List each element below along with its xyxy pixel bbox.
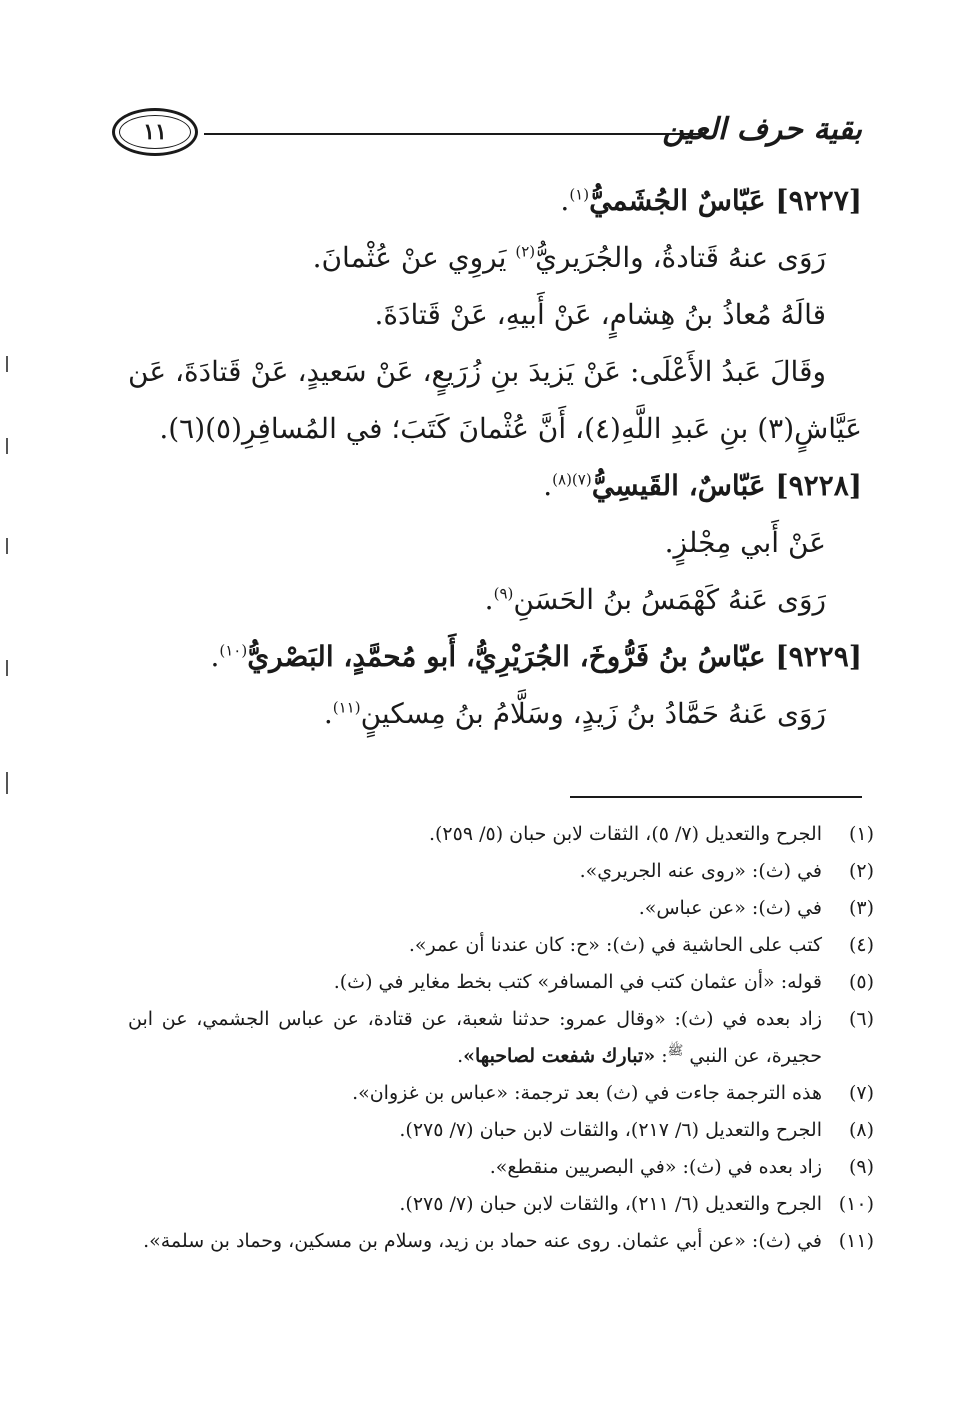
footnote-number: (٢) bbox=[848, 860, 874, 882]
page-number: ١١ bbox=[143, 119, 167, 145]
footnote-text: في (ث): «عن عباس». bbox=[638, 897, 822, 919]
entry-heading-9229: [٩٢٢٩] عبّاسُ بنُ فَرُّوخَ، الجُرَيْرِيُّ، أَبو مُحمَّدٍ، البَصْريُّ bbox=[247, 640, 862, 673]
footnote-ref: (٩) bbox=[493, 584, 514, 603]
footnote-number: (١) bbox=[848, 823, 874, 845]
footnote-ref: (١١) bbox=[332, 698, 361, 717]
text-line-3: قالَهُ مُعاذُ بنُ هِشامٍ، عَنْ أَبيهِ، عَنْ قَتادَةَ. bbox=[374, 298, 826, 331]
footnote-number: (٨) bbox=[848, 1119, 874, 1141]
footnote-ref: (٧)(٨) bbox=[552, 470, 592, 489]
main-text bbox=[128, 172, 862, 742]
page-number-badge bbox=[112, 108, 198, 156]
footnote-10 bbox=[128, 1186, 874, 1223]
text-line-9: [٩٢٢٩] عبّاسُ بنُ فَرُّوخَ، الجُرَيْرِيُّ، أَبو مُحمَّدٍ، البَصْريُّ$^{(١٠)}$. bbox=[210, 640, 862, 673]
footnote-3 bbox=[128, 890, 874, 927]
footnote-4 bbox=[128, 927, 874, 964]
text-line-7: عَنْ أَبي مِجْلزٍ. bbox=[664, 526, 826, 559]
footnote-text: كتب على الحاشية في (ث): «ح: كان عندنا أن عمر». bbox=[408, 934, 822, 956]
text-line-5: عَيَّاشٍ(٣) بنِ عَبدِ اللَّهِ(٤)، أَنَّ عُثْمانَ كَتَبَ؛ في المُسافِرِ(٥)(٦). bbox=[159, 412, 862, 445]
footnote-number: (٥) bbox=[848, 971, 874, 993]
header-rule bbox=[204, 133, 702, 135]
footnote-ref: (١٠) bbox=[219, 641, 248, 660]
text-line-8: رَوَى عَنهُ كَهْمَسُ بنُ الحَسَنِ$^{(٩)}$. bbox=[484, 583, 826, 616]
footnote-5 bbox=[128, 964, 874, 1001]
entry-heading-9227: [٩٢٢٧] عَبّاسٌ الجُشَميُّ bbox=[589, 184, 862, 217]
text-line-1: [٩٢٢٧] عَبّاسٌ الجُشَميُّ$^{(١)}$. bbox=[560, 184, 862, 217]
footnote-text: في (ث): «عن أبي عثمان. روى عنه حماد بن زيد، وسلام بن مسكين، وحماد بن سلمة». bbox=[143, 1230, 822, 1252]
footnote-number: (٦) bbox=[848, 1008, 874, 1030]
footnotes bbox=[128, 816, 874, 1260]
scan-edge-mark bbox=[6, 356, 8, 372]
scan-edge-mark bbox=[6, 538, 8, 554]
footnote-ref: (١) bbox=[569, 185, 590, 204]
footnote-text: زاد بعده في (ث): «في البصريين منقطع». bbox=[489, 1156, 822, 1178]
footnote-text: قوله: «أن عثمان كتب في المسافر» كتب بخط مغاير في (ث). bbox=[333, 971, 822, 993]
footnote-ref: (٢) bbox=[515, 242, 536, 261]
footnote-text: الجرح والتعديل (٦/ ٢١١)، والثقات لابن حبان (٧/ ٢٧٥). bbox=[399, 1193, 822, 1215]
footnote-number: (١١) bbox=[838, 1230, 874, 1252]
footnote-7 bbox=[128, 1075, 874, 1112]
scan-edge-mark bbox=[6, 772, 8, 794]
entry-heading-9228: [٩٢٢٨] عَبّاسٌ، القَيسِيُّ bbox=[591, 469, 862, 502]
text-line-2: رَوَى عنهُ قَتادةُ، والجُرَيريُّ$^{(٢)}$ يَروِي عنْ عُثْمانَ. bbox=[312, 241, 826, 274]
footnote-divider bbox=[570, 796, 862, 798]
footnote-2 bbox=[128, 853, 874, 890]
footnote-8 bbox=[128, 1112, 874, 1149]
footnote-text: زاد بعده في (ث): «وقال عمرو: حدثنا شعبة، عن قتادة، عن عباس الجشمي، عن ابن حجيرة، عن النبي $^ﷺ$: «تبارك شفعت لصاحبها». bbox=[128, 1008, 822, 1067]
footnote-text: في (ث): «روى عنه الجريري». bbox=[579, 860, 822, 882]
text-line-10: رَوَى عَنهُ حَمَّادُ بنُ زَيدٍ، وسَلَّامُ بنُ مِسكينٍ$^{(١١)}$. bbox=[323, 697, 826, 730]
running-title: بقية حرف العين bbox=[662, 112, 862, 147]
text-line-6: [٩٢٢٨] عَبّاسٌ، القَيسِيُّ$^{(٧)(٨)}$. bbox=[543, 469, 862, 502]
footnote-text: هذه الترجمة جاءت في (ث) بعد ترجمة: «عباس بن غزوان». bbox=[352, 1082, 822, 1104]
footnote-6 bbox=[128, 1001, 874, 1075]
footnote-text: الجرح والتعديل (٦/ ٢١٧)، والثقات لابن حبان (٧/ ٢٧٥). bbox=[399, 1119, 822, 1141]
scan-edge-mark bbox=[6, 660, 8, 676]
footnote-number: (٩) bbox=[848, 1156, 874, 1178]
footnote-9 bbox=[128, 1149, 874, 1186]
bold-quote: «تبارك شفعت لصاحبها» bbox=[463, 1045, 656, 1067]
footnote-number: (٧) bbox=[848, 1082, 874, 1104]
footnote-text: الجرح والتعديل (٧/ ٥)، الثقات لابن حبان (٥/ ٢٥٩). bbox=[428, 823, 822, 845]
page-header bbox=[112, 108, 862, 164]
text-line-4: وقَالَ عَبدُ الأَعْلَى: عَنْ يَزيدَ بنِ زُرَيعٍ، عَنْ سَعيدٍ، عَنْ قَتادَةَ، عَن bbox=[128, 355, 826, 388]
scan-edge-mark bbox=[6, 438, 8, 454]
footnote-number: (٤) bbox=[848, 934, 874, 956]
honorific-ligature: ﷺ bbox=[667, 1043, 684, 1059]
footnote-number: (٣) bbox=[848, 897, 874, 919]
footnote-11 bbox=[128, 1223, 874, 1260]
footnote-number: (١٠) bbox=[838, 1193, 874, 1215]
footnote-1 bbox=[128, 816, 874, 853]
